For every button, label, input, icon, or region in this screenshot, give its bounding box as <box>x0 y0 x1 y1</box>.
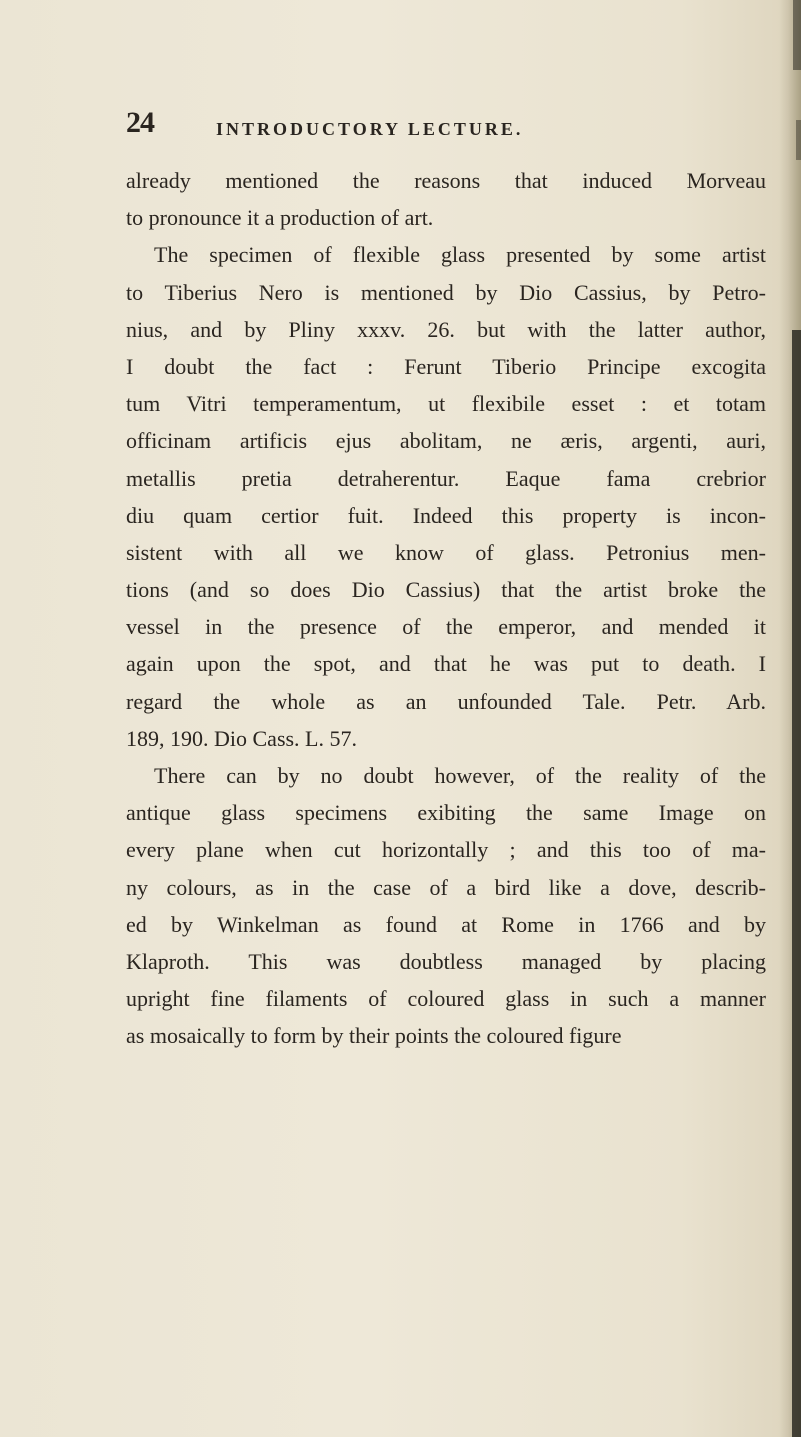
text-line: nius, and by Pliny xxxv. 26. but with the latter author, <box>126 316 766 342</box>
text-line: tum Vitri temperamentum, ut flexibile esset : et totam <box>126 391 766 417</box>
paragraph-first-line: The specimen of flexible glass presented by some artist <box>154 242 766 268</box>
text-line: ed by Winkelman as found at Rome in 1766 and by <box>126 911 766 937</box>
body-text <box>126 162 766 1055</box>
text-line: tions (and so does Dio Cassius) that the artist broke the <box>126 577 766 603</box>
paragraph-first-line: There can by no doubt however, of the reality of the <box>154 763 766 788</box>
text-line: diu quam certior fuit. Indeed this property is incon- <box>126 502 766 528</box>
text-line: again upon the spot, and that he was put to death. I <box>126 651 766 677</box>
text-line: I doubt the fact : Ferunt Tiberio Principe excogita <box>126 353 766 379</box>
text-line: antique glass specimens exibiting the same Image on <box>126 800 766 826</box>
page-number: 24 <box>126 106 154 139</box>
text-line: 189, 190. Dio Cass. L. 57. <box>126 725 357 751</box>
text-line: Klaproth. This was doubtless managed by placing <box>126 948 766 974</box>
binding-mark <box>796 120 801 160</box>
text-line: ny colours, as in the case of a bird like a dove, describ- <box>126 874 766 900</box>
text-line: as mosaically to form by their points the coloured figure <box>126 1023 622 1049</box>
text-line: officinam artificis ejus abolitam, ne æris, argenti, auri, <box>126 428 766 454</box>
text-line: upright fine filaments of coloured glass in such a manner <box>126 986 766 1012</box>
text-line: metallis pretia detraherentur. Eaque fama crebrior <box>126 465 766 491</box>
text-line: already mentioned the reasons that induced Morveau <box>126 168 766 193</box>
running-head: INTRODUCTORY LECTURE. <box>216 119 524 139</box>
text-line: to pronounce it a production of art. <box>126 205 434 231</box>
text-line: to Tiberius Nero is mentioned by Dio Cassius, by Petro- <box>126 279 766 305</box>
binding-mark <box>793 0 801 70</box>
page-header <box>126 108 766 148</box>
text-line: vessel in the presence of the emperor, and mended it <box>126 614 766 640</box>
binding-mark <box>792 330 801 1437</box>
text-line: sistent with all we know of glass. Petronius men- <box>126 539 766 565</box>
text-line: regard the whole as an unfounded Tale. Petr. Arb. <box>126 688 766 714</box>
text-line: every plane when cut horizontally ; and this too of ma- <box>126 837 766 863</box>
